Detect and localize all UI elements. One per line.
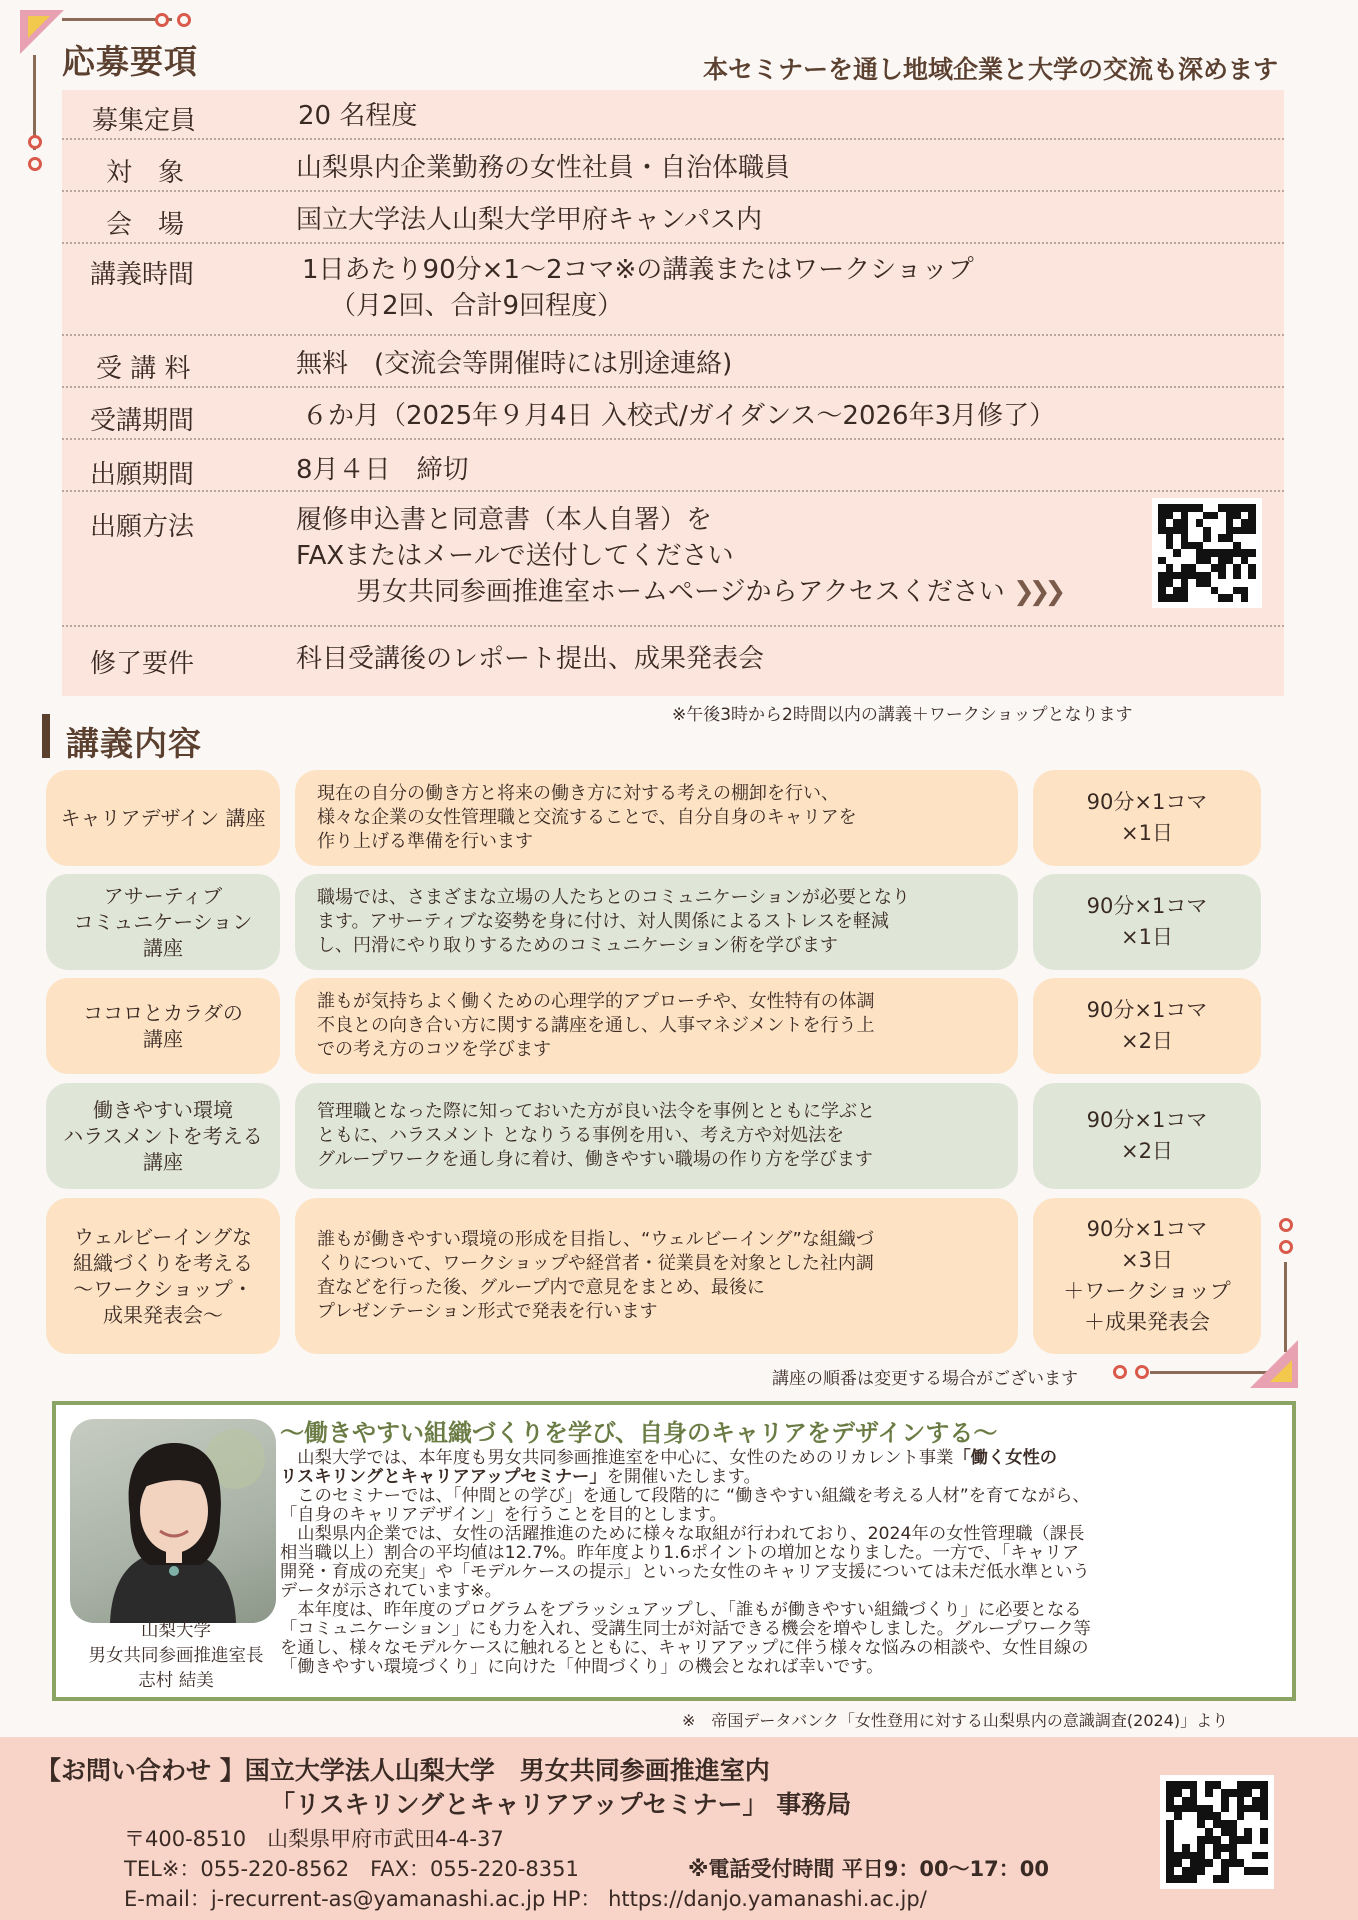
course-desc: 現在の自分の働き方と将来の働き方に対する考えの棚卸を行い、 様々な企業の女性管理職と交流することで、自分自身のキャリアを 作り上げる準備を行います	[295, 770, 1018, 866]
section-bar	[42, 714, 50, 758]
message-box	[52, 1401, 1296, 1701]
req-label: 募集定員	[92, 106, 197, 136]
contact-email-hp[interactable]: E-mail：j-recurrent-as@yamanashi.ac.jp HP： https://danjo.yamanashi.ac.jp/	[124, 1887, 927, 1911]
section-title-application: 応募要項	[62, 42, 198, 81]
requirements-table	[62, 90, 1284, 696]
portrait-illustration	[70, 1419, 276, 1623]
requirements-note: ※午後3時から2時間以内の講義＋ワークショップとなります	[672, 705, 1133, 725]
req-row-venue	[62, 192, 1284, 244]
photo-caption: 山梨大学 男女共同参画推進室長 志村 結美	[88, 1621, 264, 1691]
req-label: 受 講 料	[96, 354, 191, 384]
director-photo	[70, 1419, 276, 1623]
message-seminar-name: 「働く女性の リスキリングとキャリアアップセミナー」	[280, 1448, 1058, 1487]
req-label: 出願方法	[90, 512, 195, 542]
courses-note: 講座の順番は変更する場合がございます	[772, 1369, 1078, 1389]
req-value: 無料 (交流会等開催時には別途連絡)	[296, 349, 733, 379]
req-value-line: 1日あたり90分×1～2コマ※の講義またはワークショップ	[302, 255, 974, 285]
req-value: ６か月（2025年９月4日 入校式/ガイダンス～2026年3月修了）	[302, 401, 1056, 431]
message-body	[280, 1449, 1280, 1677]
source-note: ※ 帝国データバンク「女性登用に対する山梨県内の意識調査(2024)」より	[682, 1711, 1229, 1730]
contact-office: 「リスキリングとキャリアアップセミナー」 事務局	[270, 1790, 852, 1819]
course-time: 90分×1コマ ×1日	[1033, 874, 1261, 970]
contact-address: 〒400-8510 山梨県甲府市武田4-4-37	[124, 1827, 504, 1851]
req-label: 対 象	[106, 158, 185, 188]
req-value	[302, 252, 974, 324]
course-desc: 管理職となった際に知っておいた方が良い法令を事例とともに学ぶと ともに、ハラスメント となりうる事例を用い、考え方や対処法を グループワークを通し身に着け、働きやすい職場の作り方を学びます	[295, 1083, 1018, 1189]
message-text: を開催いたします。 このセミナーでは、「仲間との学び」を通して段階的に “働きやすい組織を考える人材”を育てながら、 「自身のキャリアデザイン」を行うことを目的とします。 山梨県内企業では、女性の活躍推進のために様々な取組が行われており、2024年の女性管理職（課長 相当職以上）割合の平均値は12.7%。昨年度より1.6ポイントの増加となりました。一方で、「キャリア 開発・育成の充実」や「モデルケースの提示」といった女性のキャリア支援については未だ低水準という データが示されています※。 本年度は、昨年度のプログラムをブラッシュアップし、「誰もが働きやすい組織づくり」に必要となる 「コミュニケーション」にも力を入れ、受講生同士が対話できる機会を増やしました。グループワーク等 を通し、様々なモデルケースに触れるとともに、キャリアアップに伴う様々な悩みの相談や、女性目線の 「働きやすい環境づくり」に向けた「仲間づくり」の機会となれば幸いです。	[280, 1467, 1091, 1677]
course-name: アサーティブ コミュニケーション 講座	[46, 874, 280, 970]
req-label: 受講期間	[90, 406, 195, 436]
req-value-line: 履修申込書と同意書（本人自署）を	[296, 505, 713, 535]
qr-code-pattern	[1158, 504, 1256, 602]
triangle-ornament-inner	[28, 16, 50, 38]
course-time: 90分×1コマ ×3日 ＋ワークショップ ＋成果発表会	[1033, 1198, 1261, 1354]
req-value: 科目受講後のレポート提出、成果発表会	[296, 644, 765, 674]
contact-heading: 【お問い合わせ 】国立大学法人山梨大学 男女共同参画推進室内	[36, 1756, 770, 1785]
course-name: ウェルビーイングな 組織づくりを考える ～ワークショップ・ 成果発表会～	[46, 1198, 280, 1354]
req-value: 国立大学法人山梨大学甲府キャンパス内	[296, 205, 763, 235]
course-name: キャリアデザイン 講座	[46, 770, 280, 866]
course-desc: 職場では、さまざまな立場の人たちとのコミュニケーションが必要となり ます。アサーティブな姿勢を身に付け、対人関係によるストレスを軽減 し、円滑にやり取りするためのコミュニケーション術を学びます	[295, 874, 1018, 970]
req-value: 山梨県内企業勤務の女性社員・自治体職員	[296, 153, 791, 183]
req-row-application-method	[62, 492, 1284, 627]
req-value-line: （月2回、合計9回程度）	[330, 291, 624, 321]
qr-code-pattern	[1166, 1781, 1268, 1883]
contact-hours: ※電話受付時間 平日9：00～17：00	[688, 1857, 1050, 1881]
section-title-courses: 講義内容	[66, 724, 202, 763]
req-label: 修了要件	[90, 649, 195, 679]
tagline: 本セミナーを通し地域企業と大学の交流も深めます	[702, 55, 1278, 84]
course-name: 働きやすい環境 ハラスメントを考える 講座	[46, 1083, 280, 1189]
qr-code-contact[interactable]	[1160, 1775, 1274, 1889]
req-value: 20 名程度	[298, 101, 418, 131]
req-row-lecture-time	[62, 244, 1284, 336]
course-desc: 誰もが気持ちよく働くための心理学的アプローチや、女性特有の体調 不良との向き合い方に関する講座を通し、人事マネジメントを行う上 での考え方のコツを学びます	[295, 978, 1018, 1074]
contact-phone-fax: TEL※：055-220-8562 FAX：055-220-8351	[124, 1857, 579, 1881]
req-row-application-period	[62, 440, 1284, 492]
course-time: 90分×1コマ ×2日	[1033, 1083, 1261, 1189]
req-value: 8月４日 締切	[296, 455, 469, 485]
course-time: 90分×1コマ ×2日	[1033, 978, 1261, 1074]
req-value-line: 男女共同参画推進室ホームページからアクセスください	[356, 577, 1005, 607]
req-row-target	[62, 140, 1284, 192]
req-value	[296, 502, 1060, 610]
course-name: ココロとカラダの 講座	[46, 978, 280, 1074]
req-row-capacity	[62, 90, 1284, 140]
contact-footer	[0, 1737, 1358, 1920]
req-label: 講義時間	[90, 260, 195, 290]
req-row-completion	[62, 627, 1284, 696]
req-value-line: FAXまたはメールで送付してください	[296, 541, 734, 571]
arrow-icon: ❯❯❯	[1012, 577, 1061, 607]
req-value-line-with-arrows	[296, 574, 1060, 610]
req-row-period	[62, 388, 1284, 440]
req-label: 出願期間	[90, 460, 195, 490]
qr-code-homepage[interactable]	[1152, 498, 1262, 608]
req-label: 会 場	[106, 210, 185, 240]
triangle-ornament-inner	[1270, 1360, 1292, 1382]
message-title: ～働きやすい組織づくりを学び、自身のキャリアをデザインする～	[280, 1419, 998, 1447]
course-desc: 誰もが働きやすい環境の形成を目指し、“ウェルビーイング”な組織づ くりについて、ワークショップや経営者・従業員を対象とした社内調 査などを行った後、グループ内で意見をまとめ、最後に プレゼンテーション形式で発表を行います	[295, 1198, 1018, 1354]
req-row-fee	[62, 336, 1284, 388]
course-time: 90分×1コマ ×1日	[1033, 770, 1261, 866]
message-text: 山梨大学では、本年度も男女共同参画推進室を中心に、女性のためのリカレント事業	[280, 1448, 954, 1468]
